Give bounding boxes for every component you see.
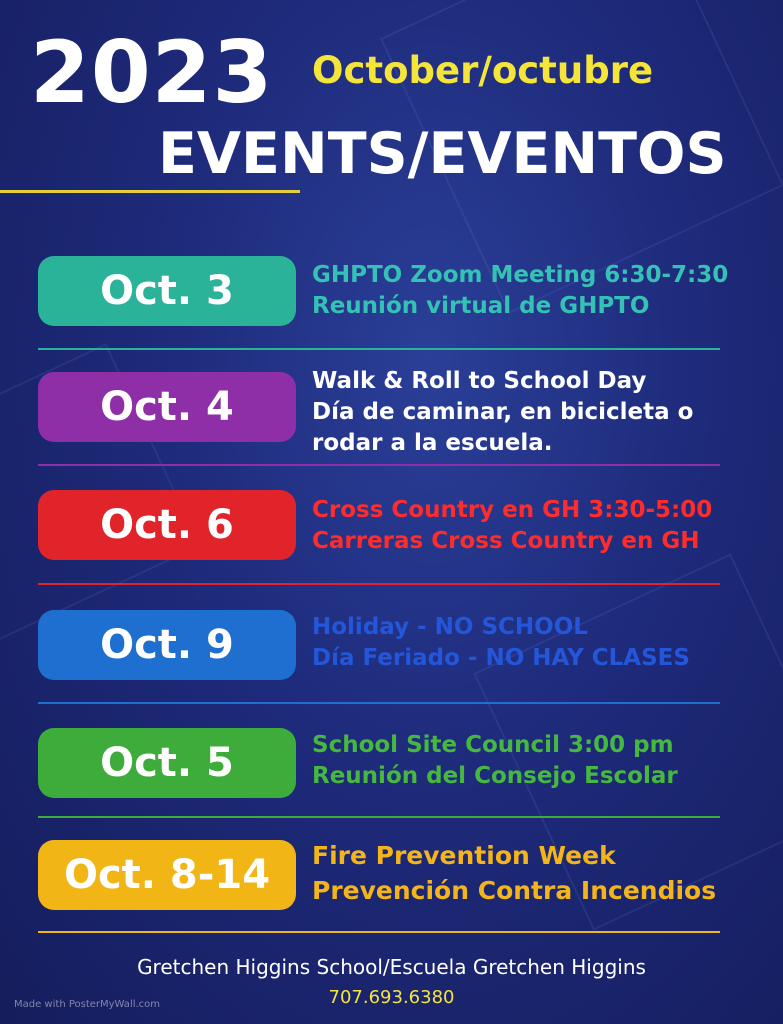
event-description <box>312 730 780 792</box>
watermark: Made with PosterMyWall.com <box>14 999 161 1010</box>
title-year: 2023 <box>30 23 274 123</box>
event-date-badge: Oct. 3 <box>38 256 296 326</box>
event-title-es: Día de caminar, en bicicleta o <box>312 399 694 425</box>
event-description <box>312 838 780 908</box>
event-date-badge: Oct. 9 <box>38 610 296 680</box>
event-divider <box>38 583 720 585</box>
event-title-es-cont: rodar a la escuela. <box>312 430 553 456</box>
event-date-badge: Oct. 5 <box>38 728 296 798</box>
event-title-en: Cross Country en GH 3:30-5:00 <box>312 497 713 523</box>
event-description <box>312 366 780 459</box>
event-description <box>312 260 780 322</box>
event-title-en: Holiday - NO SCHOOL <box>312 614 588 640</box>
footer-phone: 707.693.6380 <box>328 987 455 1008</box>
event-title-es: Reunión virtual de GHPTO <box>312 293 650 319</box>
event-divider <box>38 816 720 818</box>
event-title-en: Fire Prevention Week <box>312 841 616 870</box>
event-title-es: Carreras Cross Country en GH <box>312 528 700 554</box>
footer-school-name: Gretchen Higgins School/Escuela Gretchen Higgins <box>137 955 646 979</box>
header-divider <box>0 190 300 193</box>
event-title-es: Día Feriado - NO HAY CLASES <box>312 645 690 671</box>
event-title-en: GHPTO Zoom Meeting 6:30-7:30 <box>312 262 729 288</box>
event-divider <box>38 464 720 466</box>
event-title-es: Reunión del Consejo Escolar <box>312 763 678 789</box>
event-title-en: School Site Council 3:00 pm <box>312 732 674 758</box>
event-date-badge: Oct. 6 <box>38 490 296 560</box>
event-description <box>312 612 780 674</box>
event-date-badge: Oct. 4 <box>38 372 296 442</box>
event-title-es: Prevención Contra Incendios <box>312 876 717 905</box>
event-divider <box>38 702 720 704</box>
event-description <box>312 495 780 557</box>
event-date-badge: Oct. 8-14 <box>38 840 296 910</box>
event-title-en: Walk & Roll to School Day <box>312 368 647 394</box>
event-divider <box>38 931 720 933</box>
title-month: October/octubre <box>312 49 654 92</box>
event-divider <box>38 348 720 350</box>
title-events: EVENTS/EVENTOS <box>158 121 727 187</box>
